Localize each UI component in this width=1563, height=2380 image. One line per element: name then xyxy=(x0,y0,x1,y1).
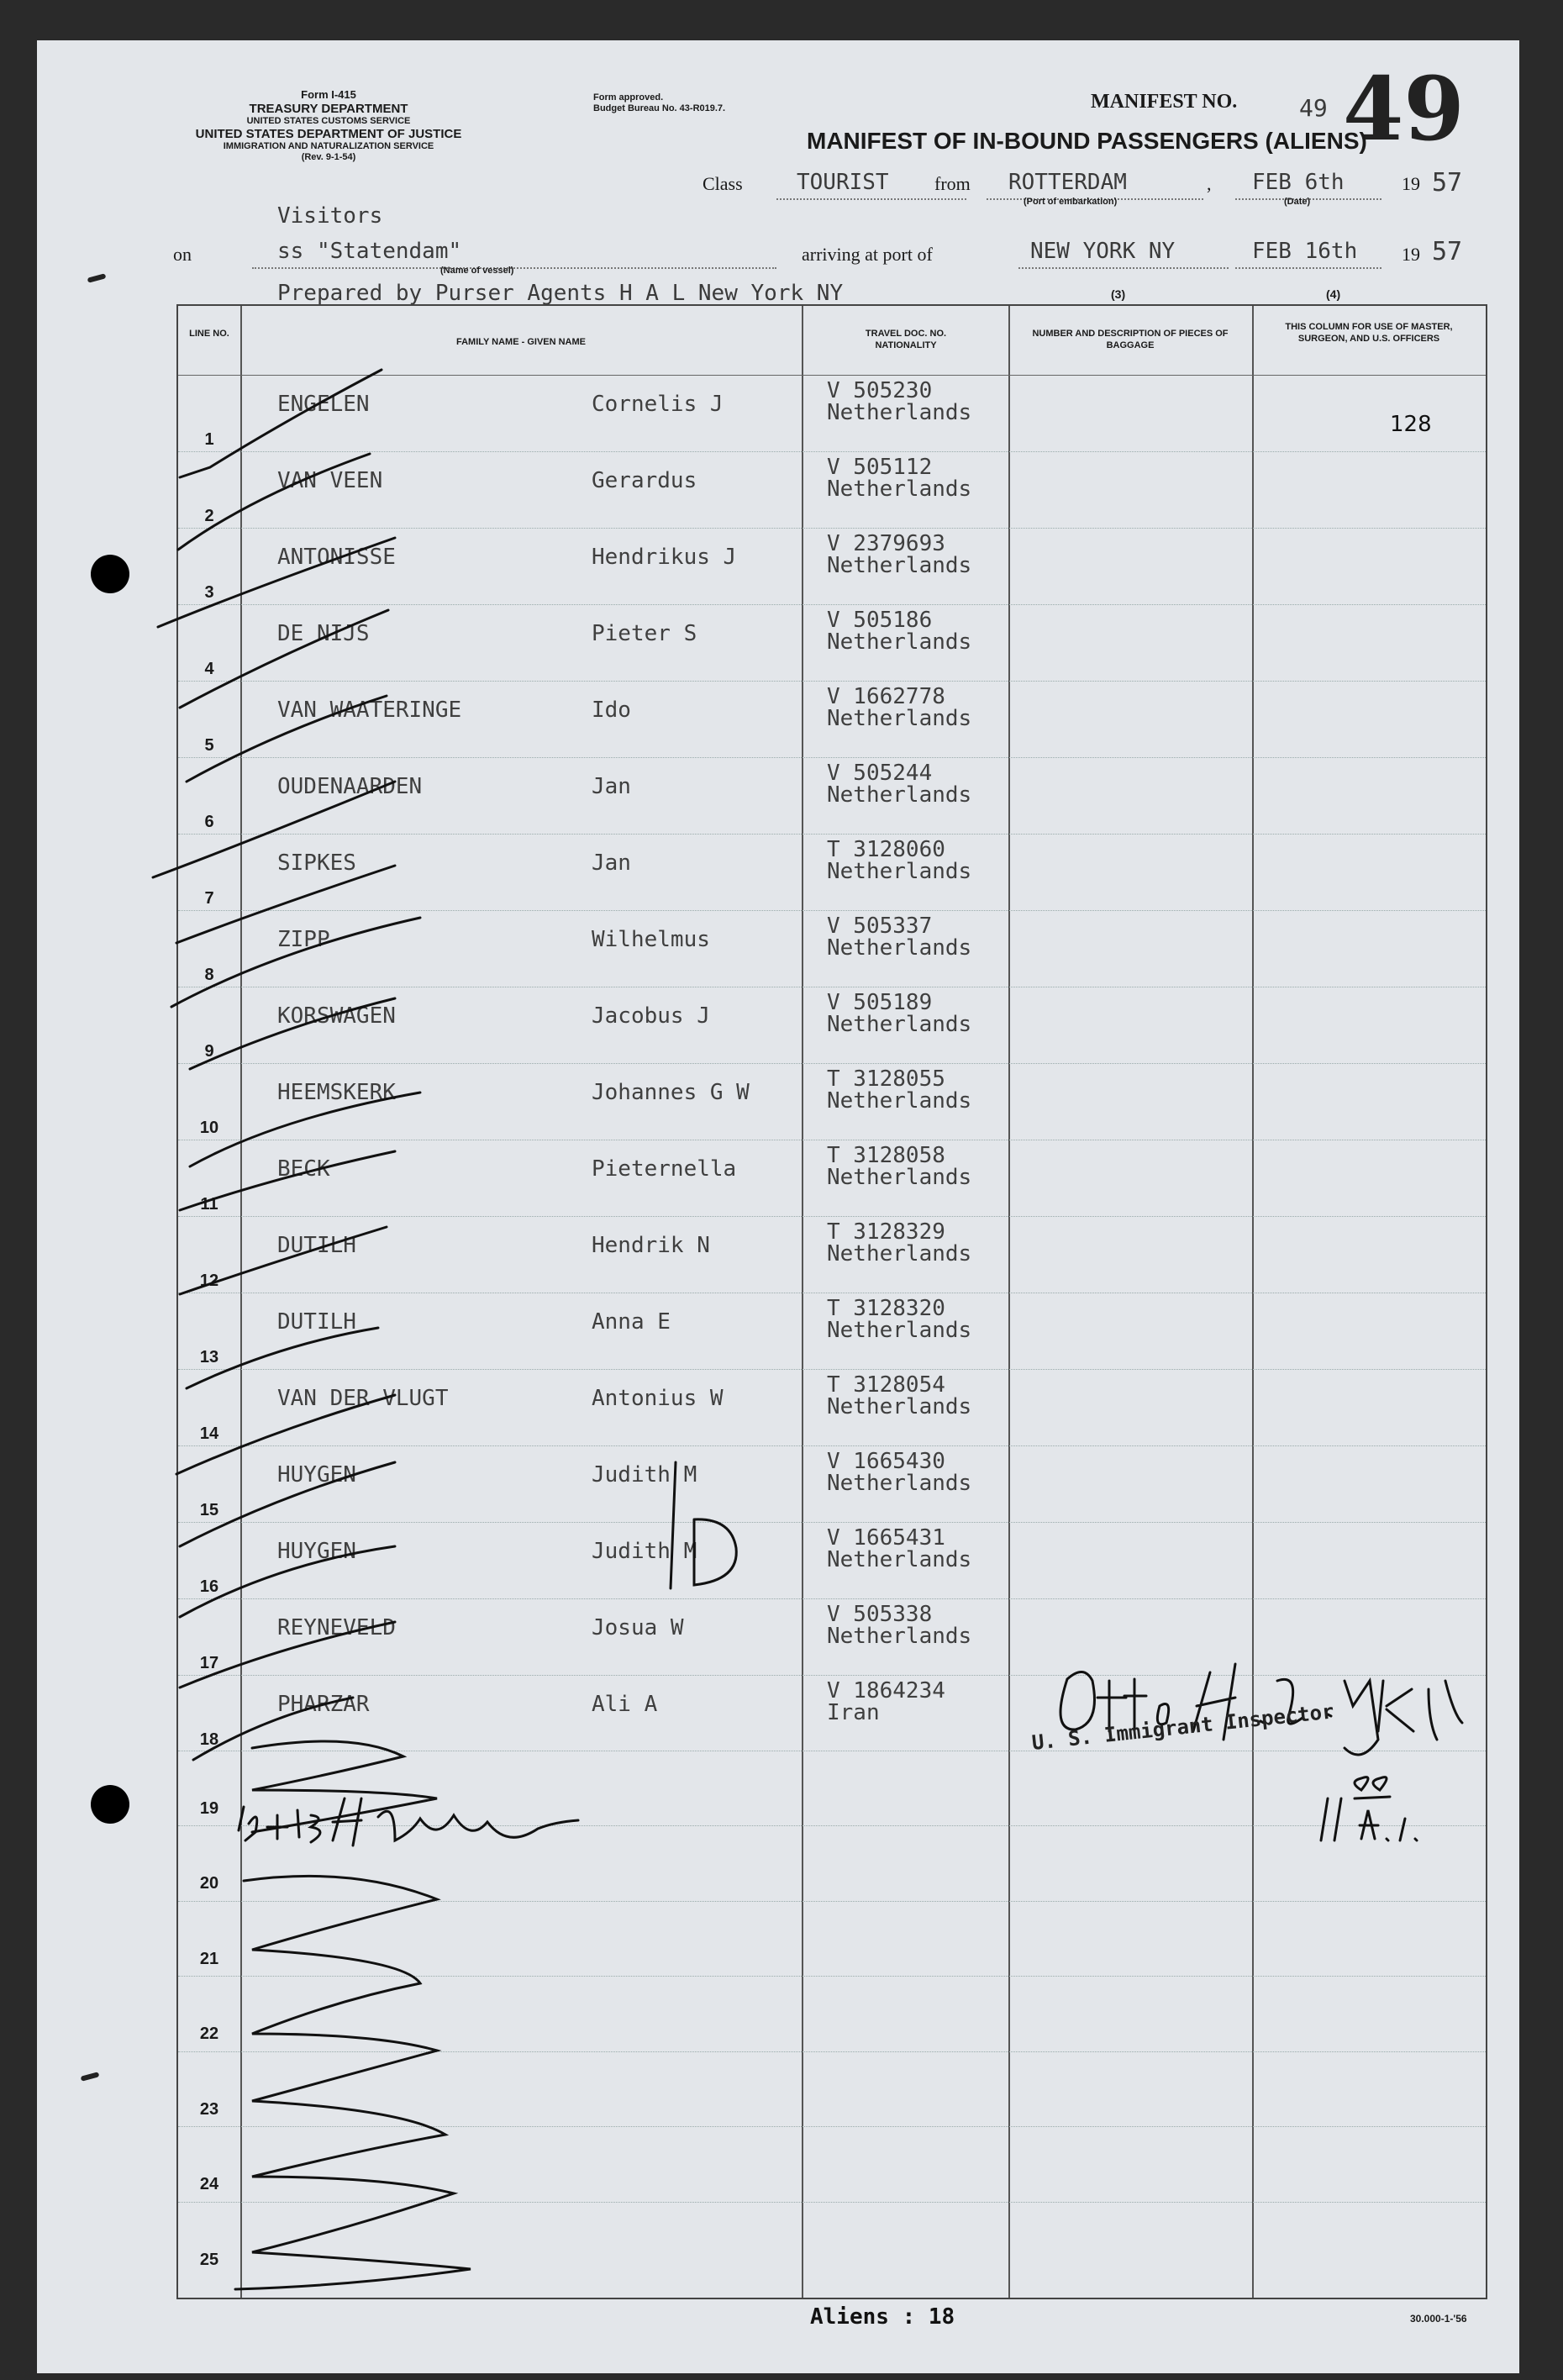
family-name: DUTILH xyxy=(277,1233,356,1258)
void-scribble xyxy=(252,1741,437,1832)
travel-doc-no: V 1662778 xyxy=(827,684,945,709)
correction-d xyxy=(694,1519,736,1585)
officer-note: 128 xyxy=(1390,412,1432,437)
arrival-date: FEB 16th xyxy=(1252,239,1358,264)
nationality: Netherlands xyxy=(827,859,972,884)
class-value: TOURIST xyxy=(797,170,889,195)
travel-doc-no: V 1665430 xyxy=(827,1449,945,1474)
line-number: 25 xyxy=(199,2250,219,2269)
arriving-label: arriving at port of xyxy=(802,244,933,265)
class-label: Class xyxy=(703,173,743,194)
family-name: BECK xyxy=(277,1156,330,1182)
justice-dept: UNITED STATES DEPARTMENT OF JUSTICE xyxy=(195,126,462,141)
travel-doc-no: V 505189 xyxy=(827,990,933,1015)
year2-suffix: 57 xyxy=(1432,237,1463,266)
year1-suffix: 57 xyxy=(1432,168,1463,197)
line-number: 14 xyxy=(199,1424,219,1443)
given-name: Gerardus xyxy=(592,468,697,493)
check-mark xyxy=(158,538,395,627)
given-name: Pieter S xyxy=(592,621,697,646)
date1-caption: (Date) xyxy=(1284,197,1311,207)
nationality: Netherlands xyxy=(827,706,972,731)
family-name: DUTILH xyxy=(277,1309,356,1335)
line-number: 1 xyxy=(204,430,214,449)
given-name: Jacobus J xyxy=(592,1003,710,1029)
check-mark xyxy=(190,998,395,1069)
line-number: 21 xyxy=(199,1949,219,1968)
line-number: 2 xyxy=(204,507,214,525)
check-mark xyxy=(176,1395,395,1474)
col-head-name: FAMILY NAME - GIVEN NAME xyxy=(455,337,587,347)
from-label: from xyxy=(934,173,971,194)
col-head-baggage: NUMBER AND DESCRIPTION OF PIECES OF BAGGAGE xyxy=(1032,329,1229,351)
line-number: 16 xyxy=(199,1577,219,1596)
nationality: Netherlands xyxy=(827,477,972,502)
correction-bracket xyxy=(671,1462,676,1588)
line-number: 6 xyxy=(204,813,214,831)
check-mark xyxy=(180,1622,395,1688)
col3-marker: (3) xyxy=(1111,287,1126,301)
travel-doc-no: V 505337 xyxy=(827,914,933,939)
nationality: Netherlands xyxy=(827,782,972,808)
given-name: Pieternella xyxy=(592,1156,737,1182)
year2-prefix: 19 xyxy=(1402,244,1420,265)
travel-doc-no: V 505244 xyxy=(827,761,933,786)
travel-doc-no: T 3128329 xyxy=(827,1219,945,1245)
given-name: Jan xyxy=(592,774,631,799)
nationality: Netherlands xyxy=(827,1471,972,1496)
given-name: Ali A xyxy=(592,1692,658,1717)
given-name: Anna E xyxy=(592,1309,671,1335)
year1-prefix: 19 xyxy=(1402,173,1420,194)
manifest-title: MANIFEST OF IN-BOUND PASSENGERS (ALIENS) xyxy=(807,128,1367,154)
nationality: Netherlands xyxy=(827,629,972,655)
budget-bureau: Budget Bureau No. 43-R019.7. xyxy=(593,103,726,113)
travel-doc-no: T 3128320 xyxy=(827,1296,945,1321)
check-mark xyxy=(187,696,387,782)
travel-doc-no: T 3128060 xyxy=(827,837,945,862)
family-name: PHARZAR xyxy=(277,1692,370,1717)
nationality: Netherlands xyxy=(827,1624,972,1649)
aliens-total: Aliens : 18 xyxy=(810,2304,955,2330)
line-number: 13 xyxy=(199,1348,219,1366)
nationality: Netherlands xyxy=(827,935,972,961)
col4-marker: (4) xyxy=(1326,287,1341,301)
customs-service: UNITED STATES CUSTOMS SERVICE xyxy=(246,116,411,127)
vessel-caption: (Name of vessel) xyxy=(440,266,514,276)
port-embark-caption: (Port of embarkation) xyxy=(1024,197,1118,207)
travel-doc-no: T 3128054 xyxy=(827,1372,945,1398)
given-name: Judith M xyxy=(592,1539,697,1564)
family-name: ANTONISSE xyxy=(277,545,396,570)
nationality: Netherlands xyxy=(827,1012,972,1037)
form-footer-code: 30.000-1-'56 xyxy=(1410,2313,1467,2325)
treasury-dept: TREASURY DEPARTMENT xyxy=(249,101,408,116)
ins-service: IMMIGRATION AND NATURALIZATION SERVICE xyxy=(223,141,434,152)
given-name: Josua W xyxy=(592,1615,684,1640)
col-head-travel: TRAVEL DOC. NO. NATIONALITY xyxy=(865,329,947,351)
vessel-name: ss "Statendam" xyxy=(277,239,462,264)
prepared-by: Prepared by Purser Agents H A L New York NY xyxy=(277,281,844,306)
given-name: Ido xyxy=(592,698,631,723)
line-number: 8 xyxy=(204,966,214,984)
travel-doc-no: V 505186 xyxy=(827,608,933,633)
line-number: 10 xyxy=(199,1119,219,1137)
check-mark xyxy=(180,1462,395,1546)
line-number: 18 xyxy=(199,1730,219,1749)
void-scribble xyxy=(235,1876,471,2289)
line-number: 24 xyxy=(199,2175,219,2193)
given-name: Hendrik N xyxy=(592,1233,710,1258)
nationality: Netherlands xyxy=(827,1088,972,1114)
travel-doc-no: T 3128058 xyxy=(827,1143,945,1168)
nationality: Iran xyxy=(827,1700,880,1725)
travel-doc-no: V 2379693 xyxy=(827,531,945,556)
departure-date: FEB 6th xyxy=(1252,170,1345,195)
check-mark xyxy=(193,1698,353,1760)
col-head-officers: THIS COLUMN FOR USE OF MASTER, SURGEON, AND U.S. OFFICERS xyxy=(1285,322,1453,345)
travel-doc-no: V 1665431 xyxy=(827,1525,945,1551)
check-mark xyxy=(190,1093,420,1166)
check-mark xyxy=(153,782,395,877)
inspector-title: U. S. Immigrant Inspector xyxy=(1030,1699,1335,1755)
line-number: 5 xyxy=(204,736,214,755)
family-name: VAN VEEN xyxy=(277,468,383,493)
given-name: Johannes G W xyxy=(592,1080,750,1105)
check-mark xyxy=(187,1328,378,1388)
line-number: 11 xyxy=(200,1195,218,1214)
line-number: 20 xyxy=(199,1874,219,1893)
family-name: DE NIJS xyxy=(277,621,370,646)
line-number: 17 xyxy=(199,1654,219,1672)
port-arrival: NEW YORK NY xyxy=(1030,239,1176,264)
family-name: VAN WAATERINGE xyxy=(277,698,462,723)
manifest-no-stamp: 49 xyxy=(1343,57,1465,161)
line-number: 3 xyxy=(204,583,214,602)
travel-doc-no: V 505112 xyxy=(827,455,933,480)
line-number: 12 xyxy=(199,1272,219,1290)
travel-doc-no: T 3128055 xyxy=(827,1066,945,1092)
form-number: Form I-415 xyxy=(301,88,356,101)
port-embarkation: ROTTERDAM xyxy=(1008,170,1127,195)
family-name: ZIPP xyxy=(277,927,330,952)
given-name: Jan xyxy=(592,850,631,876)
on-label: on xyxy=(173,244,192,265)
time-stroke xyxy=(1321,1777,1417,1840)
nationality: Netherlands xyxy=(827,1318,972,1343)
given-name: Antonius W xyxy=(592,1386,724,1411)
comma: , xyxy=(1207,173,1212,194)
family-name: ENGELEN xyxy=(277,392,370,417)
given-name: Wilhelmus xyxy=(592,927,710,952)
check-mark xyxy=(180,610,388,708)
visitors-note: Visitors xyxy=(277,203,383,229)
manifest-no-label: MANIFEST NO. xyxy=(1091,91,1238,113)
travel-doc-no: V 505338 xyxy=(827,1602,933,1627)
note-12-13 xyxy=(239,1798,578,1846)
family-name: SIPKES xyxy=(277,850,356,876)
line-number: 22 xyxy=(199,2025,219,2043)
nationality: Netherlands xyxy=(827,1165,972,1190)
nationality: Netherlands xyxy=(827,1547,972,1572)
family-name: HUYGEN xyxy=(277,1462,356,1488)
col-head-line: LINE NO. xyxy=(189,329,229,339)
given-name: Hendrikus J xyxy=(592,545,737,570)
family-name: HUYGEN xyxy=(277,1539,356,1564)
family-name: KORSWAGEN xyxy=(277,1003,396,1029)
given-name: Cornelis J xyxy=(592,392,724,417)
nationality: Netherlands xyxy=(827,400,972,425)
family-name: REYNEVELD xyxy=(277,1615,396,1640)
check-mark xyxy=(180,1227,387,1294)
family-name: OUDENAARDEN xyxy=(277,774,423,799)
form-approved: Form approved. xyxy=(593,92,664,103)
form-revision: (Rev. 9-1-54) xyxy=(301,151,356,162)
given-name: Judith M xyxy=(592,1462,697,1488)
line-number: 19 xyxy=(199,1798,219,1818)
manifest-no-typed: 49 xyxy=(1299,94,1328,122)
family-name: VAN DER VLUGT xyxy=(277,1386,449,1411)
nationality: Netherlands xyxy=(827,1394,972,1419)
line-number: 23 xyxy=(199,2099,219,2119)
travel-doc-no: V 1864234 xyxy=(827,1678,945,1703)
line-number: 15 xyxy=(199,1501,219,1519)
nationality: Netherlands xyxy=(827,553,972,578)
check-mark xyxy=(180,1546,395,1617)
line-number: 9 xyxy=(204,1042,214,1061)
travel-doc-no: V 505230 xyxy=(827,378,933,403)
check-mark xyxy=(180,1151,395,1210)
nationality: Netherlands xyxy=(827,1241,972,1266)
line-number: 7 xyxy=(204,889,214,908)
line-number: 4 xyxy=(204,660,214,678)
family-name: HEEMSKERK xyxy=(277,1080,396,1105)
